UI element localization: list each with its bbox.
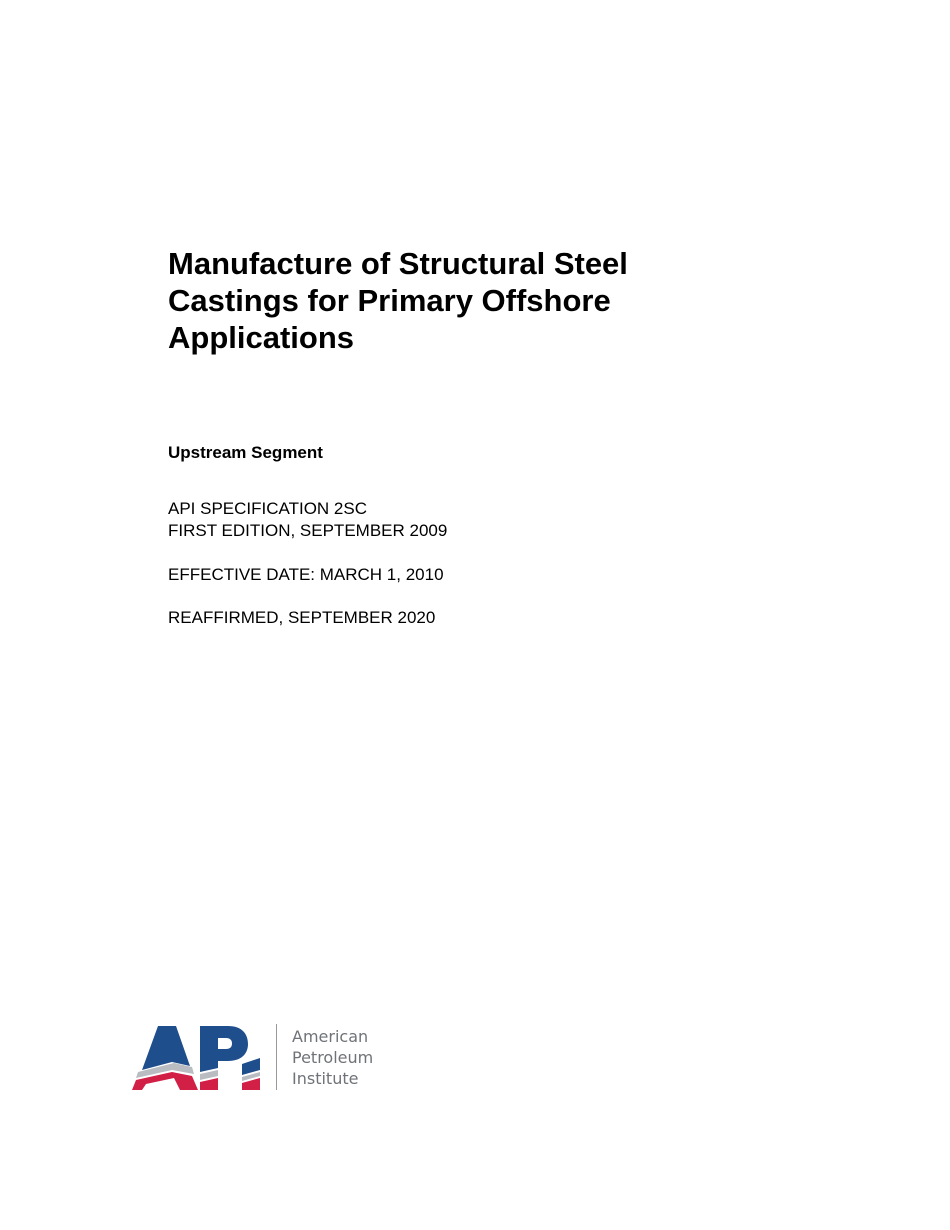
logo-p-red-shape — [200, 1078, 218, 1090]
specification-number: API SPECIFICATION 2SC — [168, 499, 368, 518]
title-line-1: Manufacture of Structural Steel — [168, 246, 628, 281]
effective-date: EFFECTIVE DATE: MARCH 1, 2010 — [168, 565, 444, 584]
logo-name-line-1: American — [292, 1027, 369, 1046]
segment-label: Upstream Segment — [168, 443, 323, 462]
api-logo-mark — [128, 1018, 268, 1094]
document-title — [168, 245, 728, 356]
api-logo — [128, 1018, 398, 1098]
logo-p-gray-swoosh — [200, 1070, 218, 1080]
title-line-2: Castings for Primary Offshore — [168, 283, 611, 318]
specification-block — [168, 498, 447, 542]
logo-i-blue-shape — [242, 1058, 260, 1075]
reaffirmed-date: REAFFIRMED, SEPTEMBER 2020 — [168, 608, 436, 627]
logo-a-blue-shape — [142, 1026, 190, 1070]
title-line-3: Applications — [168, 320, 355, 355]
logo-p-blue-shape — [200, 1026, 248, 1072]
logo-divider — [276, 1024, 277, 1090]
logo-organization-name — [292, 1026, 373, 1089]
edition-line: FIRST EDITION, SEPTEMBER 2009 — [168, 521, 448, 540]
logo-name-line-3: Institute — [292, 1069, 359, 1088]
logo-name-line-2: Petroleum — [292, 1048, 374, 1067]
